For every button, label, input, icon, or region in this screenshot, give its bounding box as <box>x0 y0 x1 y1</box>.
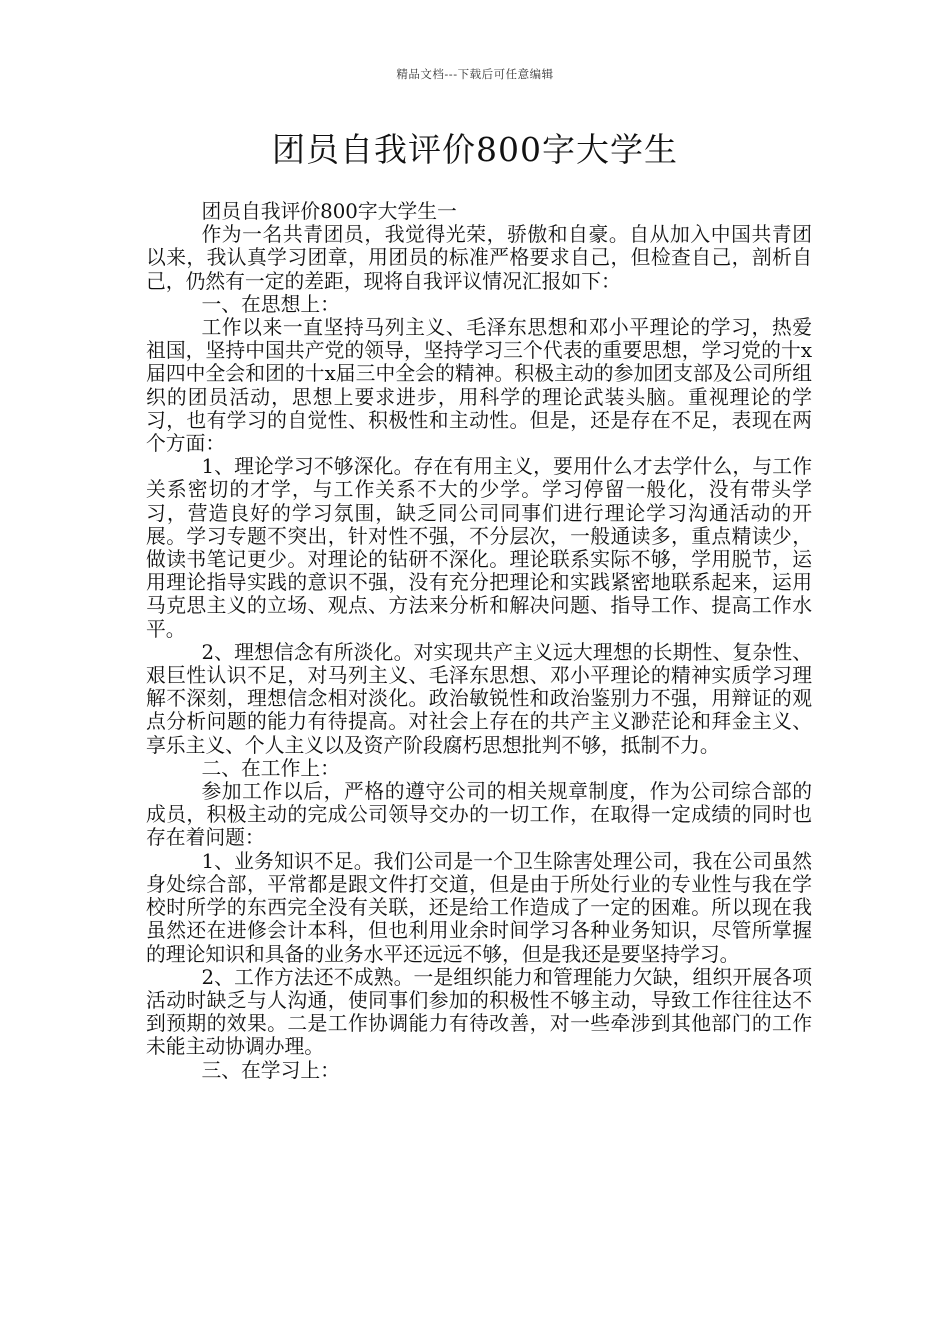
body-paragraph: 1、业务知识不足。我们公司是一个卫生除害处理公司，我在公司虽然身处综合部，平常都是跟文件打交道，但是由于所处行业的专业性与我在学校时所学的东西完全没有关联，还是给工作造成了一定的困难。所以现在我虽然还在进修会计本科，但也利用业余时间学习各种业务知识，尽管所掌握的理论知识和具备的业务水平还远远不够，但是我还是要坚持学习。 <box>146 849 812 966</box>
body-paragraph: 参加工作以后，严格的遵守公司的相关规章制度，作为公司综合部的成员，积极主动的完成公司领导交办的一切工作，在取得一定成绩的同时也存在着问题： <box>146 780 812 850</box>
section-heading-work: 二、在工作上： <box>201 756 340 780</box>
section-heading-study: 三、在学习上： <box>201 1058 340 1082</box>
body-paragraph: 2、工作方法还不成熟。一是组织能力和管理能力欠缺，组织开展各项活动时缺乏与人沟通，使同事们参加的积极性不够主动，导致工作往往达不到预期的效果。二是工作协调能力有待改善，对一些牵涉到其他部门的工作未能主动协调办理。 <box>146 965 812 1059</box>
document-body <box>146 200 812 1082</box>
document-header-note: 精品文档---下载后可任意编辑 <box>396 67 554 81</box>
section-heading-thought: 一、在思想上： <box>201 292 340 316</box>
intro-paragraph: 作为一名共青团员，我觉得光荣，骄傲和自豪。自从加入中国共青团以来，我认真学习团章，用团员的标准严格要求自己，但检查自己，剖析自己，仍然有一定的差距，现将自我评议情况汇报如下： <box>146 223 812 293</box>
body-paragraph: 1、理论学习不够深化。存在有用主义，要用什么才去学什么，与工作关系密切的才学，与工作关系不大的少学。学习停留一般化，没有带头学习，营造良好的学习氛围，缺乏同公司同事们进行理论学习沟通活动的开展。学习专题不突出，针对性不强，不分层次，一般通读多，重点精读少，做读书笔记更少。对理论的钻研不深化。理论联系实际不够，学用脱节，运用理论指导实践的意识不强，没有充分把理论和实践紧密地联系起来，运用马克思主义的立场、观点、方法来分析和解决问题、指导工作、提高工作水平。 <box>146 455 812 641</box>
body-paragraph: 工作以来一直坚持马列主义、毛泽东思想和邓小平理论的学习，热爱祖国，坚持中国共产党的领导，坚持学习三个代表的重要思想，学习党的十x届四中全会和团的十x届三中全会的精神。积极主动的参加团支部及公司所组织的团员活动，思想上要求进步，用科学的理论武装头脑。重视理论的学习，也有学习的自觉性、积极性和主动性。但是，还是存在不足，表现在两个方面： <box>146 316 812 456</box>
body-paragraph: 2、理想信念有所淡化。对实现共产主义远大理想的长期性、复杂性、艰巨性认识不足，对马列主义、毛泽东思想、邓小平理论的精神实质学习理解不深刻，理想信念相对淡化。政治敏锐性和政治鉴别力不强，用辩证的观点分析问题的能力有待提高。对社会上存在的共产主义渺茫论和拜金主义、享乐主义、个人主义以及资产阶段腐朽思想批判不够，抵制不力。 <box>146 640 812 757</box>
document-title: 团员自我评价800字大学生 <box>272 130 678 169</box>
subtitle-paragraph: 团员自我评价800字大学生一 <box>201 200 457 223</box>
